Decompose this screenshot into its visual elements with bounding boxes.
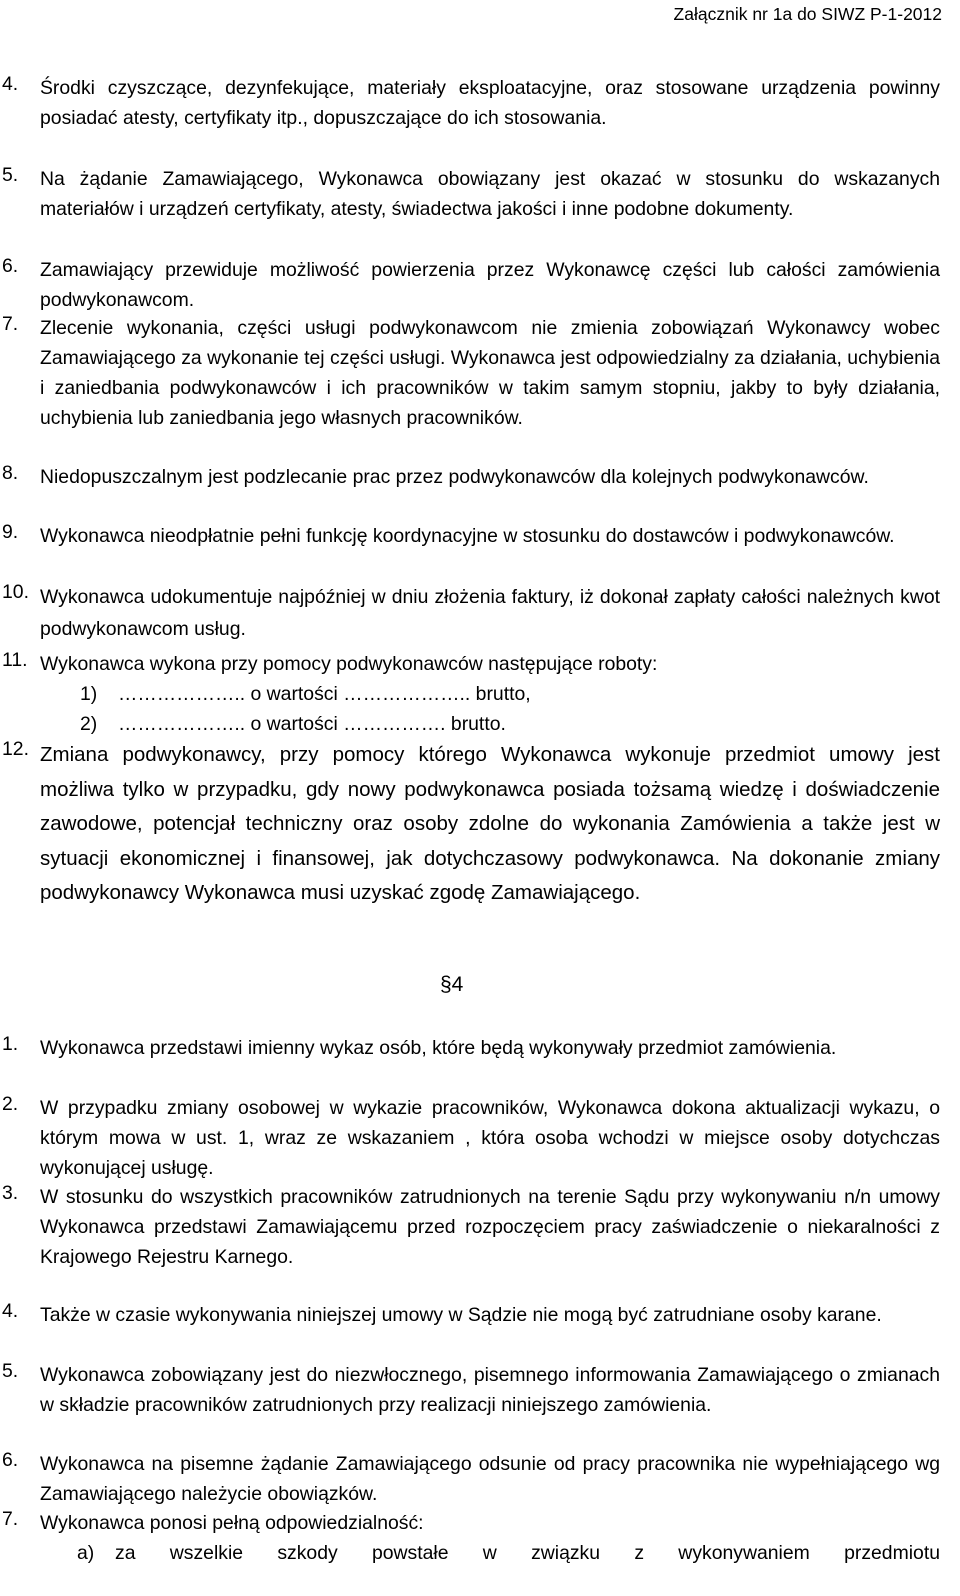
item-text: Wykonawca zobowiązany jest do niezwłocznego, pisemnego informowania Zamawiającego o zmianach w składzie pracowników zatrudnionych przy realizacji niniejszego zamówienia.	[40, 1364, 940, 1416]
item-number: 6.	[2, 1449, 19, 1471]
item-number: 3.	[2, 1182, 19, 1204]
item-number: 10.	[2, 581, 29, 603]
item-text: Zamawiający przewiduje możliwość powierzenia przez Wykonawcę części lub całości zamówienia podwykonawcom.	[40, 259, 940, 311]
item-text: Wykonawca wykona przy pomocy podwykonawców następujące roboty:	[40, 653, 658, 675]
sub-item-text: ……………….. o wartości ……………….. brutto,	[118, 683, 531, 705]
item-text: Wykonawca przedstawi imienny wykaz osób, które będą wykonywały przedmiot zamówienia.	[40, 1037, 837, 1059]
item-text: Wykonawca udokumentuje najpóźniej w dniu złożenia faktury, iż dokonał zapłaty całości należnych kwot podwykonawcom usług.	[40, 586, 940, 640]
item-text: Wykonawca na pisemne żądanie Zamawiającego odsunie od pracy pracownika nie wypełniającego wg Zamawiającego należycie obowiązków.	[40, 1453, 940, 1505]
sub-item-text: ……………….. o wartości ……………. brutto.	[118, 713, 506, 735]
item-text: Niedopuszczalnym jest podzlecanie prac przez podwykonawców dla kolejnych podwykonawców.	[40, 466, 869, 488]
item-number: 1.	[2, 1033, 19, 1055]
item-number: 7.	[2, 313, 19, 335]
item-number: 12.	[2, 738, 29, 760]
item-number: 2.	[2, 1093, 19, 1115]
item-text: Także w czasie wykonywania niniejszej umowy w Sądzie nie mogą być zatrudniane osoby karane.	[40, 1304, 882, 1326]
item-text: Zlecenie wykonania, części usługi podwykonawcom nie zmienia zobowiązań Wykonawcy wobec Zamawiającego za wykonanie tej części usługi. Wykonawca jest odpowiedzialny za działania, uchybienia i zaniedbania podwykonawców i ich pracowników w takim samym stopniu, jakby to były działania, uchybienia lub zaniedbania jego własnych pracowników.	[40, 317, 940, 429]
item-text: W przypadku zmiany osobowej w wykazie pracowników, Wykonawca dokona aktualizacji wykazu, o którym mowa w ust. 1, wraz ze wskazaniem , która osoba wchodzi w miejsce osoby dotychczas wykonującej usługę.	[40, 1097, 940, 1179]
item-text: Środki czyszczące, dezynfekujące, materiały eksploatacyjne, oraz stosowane urządzenia powinny posiadać atesty, certyfikaty itp., dopuszczające do ich stosowania.	[40, 77, 940, 129]
sub-item-text: za wszelkie szkody powstałe w związku z wykonywaniem przedmiotu	[115, 1542, 940, 1564]
item-number: 11.	[2, 649, 28, 671]
item-text: Zmiana podwykonawcy, przy pomocy którego Wykonawca wykonuje przedmiot umowy jest możliwa tylko w przypadku, gdy nowy podwykonawca posiada tożsamą wiedzę i doświadczenie zawodowe, potencjał techniczny oraz osoby zdolne do wykonania Zamówienia a także jest w sytuacji ekonomicznej i finansowej, jak dotychczasowy podwykonawca. Na dokonanie zmiany podwykonawcy Wykonawca musi uzyskać zgodę Zamawiającego.	[40, 743, 940, 904]
item-number: 4.	[2, 73, 19, 95]
document-header: Załącznik nr 1a do SIWZ P-1-2012	[673, 4, 942, 24]
item-text: Wykonawca nieodpłatnie pełni funkcję koordynacyjne w stosunku do dostawców i podwykonawców.	[40, 525, 895, 547]
item-number: 6.	[2, 255, 19, 277]
item-text: Na żądanie Zamawiającego, Wykonawca obowiązany jest okazać w stosunku do wskazanych materiałów i urządzeń certyfikaty, atesty, świadectwa jakości i inne podobne dokumenty.	[40, 168, 940, 220]
sub-item	[77, 1538, 940, 1568]
sub-item	[80, 679, 531, 709]
item-number: 7.	[2, 1508, 19, 1530]
sub-item-label: a)	[77, 1542, 95, 1564]
item-text: Wykonawca ponosi pełną odpowiedzialność:	[40, 1512, 424, 1534]
item-number: 8.	[2, 462, 19, 484]
item-text: W stosunku do wszystkich pracowników zatrudnionych na terenie Sądu przy wykonywaniu n/n umowy Wykonawca przedstawi Zamawiającemu przed rozpoczęciem pracy zaświadczenie o niekaralności z Krajowego Rejestru Karnego.	[40, 1186, 940, 1268]
sub-item-label: 2)	[80, 713, 98, 735]
item-number: 9.	[2, 521, 19, 543]
section-heading: §4	[440, 973, 464, 996]
sub-item	[80, 709, 506, 739]
item-number: 5.	[2, 164, 19, 186]
item-number: 4.	[2, 1300, 19, 1322]
item-number: 5.	[2, 1360, 19, 1382]
sub-item-label: 1)	[80, 683, 98, 705]
